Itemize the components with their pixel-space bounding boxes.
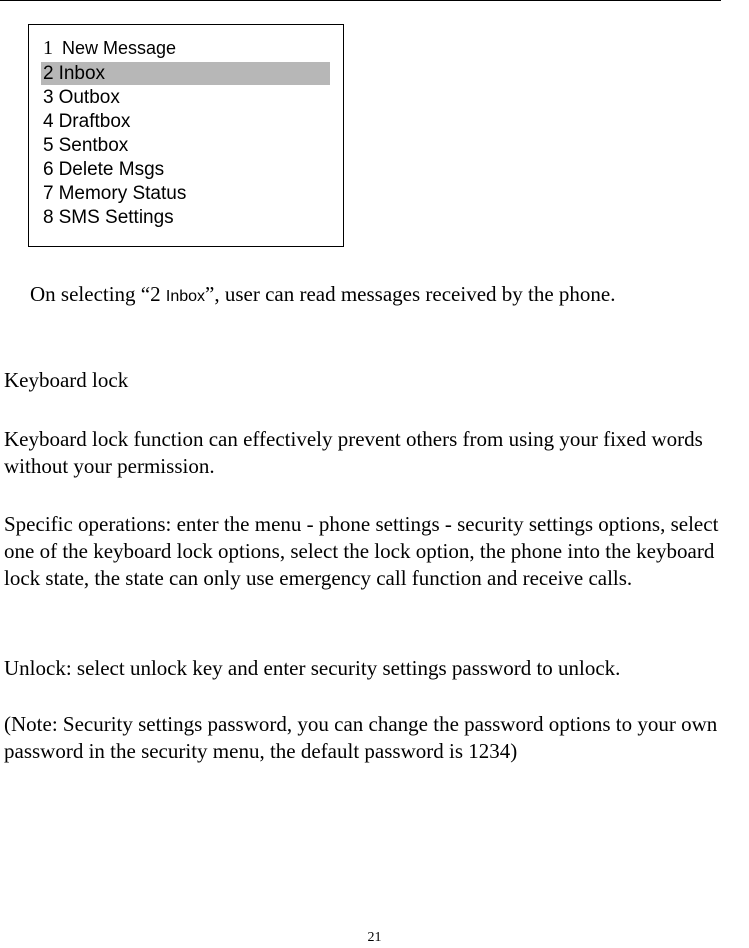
menu-item-number: 2 bbox=[43, 63, 54, 84]
menu-item-delete-msgs[interactable] bbox=[43, 158, 164, 181]
menu-item-number: 1 bbox=[43, 37, 53, 59]
unlock-paragraph: Unlock: select unlock key and enter security settings password to unlock. bbox=[4, 656, 621, 680]
caption-suffix: ”, user can read messages received by the phone. bbox=[205, 282, 616, 306]
page-number: 21 bbox=[367, 930, 382, 945]
menu-item-memory-status[interactable] bbox=[43, 182, 186, 205]
menu-item-number: 4 bbox=[43, 111, 54, 132]
sms-menu-screen bbox=[28, 24, 344, 247]
figure-caption bbox=[30, 282, 616, 307]
caption-prefix: On selecting “2 bbox=[30, 282, 166, 306]
menu-item-draftbox[interactable] bbox=[43, 110, 130, 133]
menu-item-label: Delete Msgs bbox=[58, 159, 165, 180]
note-paragraph: (Note: Security settings password, you can change the password options to your own password in the security menu, the default password is 1234) bbox=[4, 712, 718, 763]
menu-item-sentbox[interactable] bbox=[43, 134, 128, 157]
menu-item-number: 5 bbox=[43, 135, 54, 156]
menu-item-label: Memory Status bbox=[58, 183, 187, 204]
menu-item-sms-settings[interactable] bbox=[43, 206, 174, 229]
menu-item-label: Sentbox bbox=[58, 135, 129, 156]
menu-item-number: 3 bbox=[43, 87, 54, 108]
menu-item-label: SMS Settings bbox=[58, 207, 174, 228]
operations-paragraph: Specific operations: enter the menu - phone settings - security settings options, select one of the keyboard lock options, select the lock option, the phone into the keyboard lock state, the state can only use emergency call function and receive calls. bbox=[4, 512, 719, 590]
menu-item-number: 6 bbox=[43, 159, 54, 180]
caption-item: Inbox bbox=[165, 288, 206, 305]
menu-item-inbox[interactable] bbox=[41, 62, 330, 85]
menu-item-label: New Message bbox=[62, 38, 177, 58]
menu-item-number: 8 bbox=[43, 207, 54, 228]
menu-item-number: 7 bbox=[43, 183, 54, 204]
menu-item-outbox[interactable] bbox=[43, 86, 120, 109]
intro-paragraph: Keyboard lock function can effectively prevent others from using your fixed words without your permission. bbox=[4, 427, 703, 478]
section-heading: Keyboard lock bbox=[4, 368, 129, 392]
menu-item-label: Outbox bbox=[58, 87, 120, 108]
menu-item-label: Draftbox bbox=[58, 111, 131, 132]
top-rule bbox=[0, 0, 721, 1]
menu-item-new-message[interactable] bbox=[43, 37, 176, 60]
menu-item-label: Inbox bbox=[58, 63, 106, 84]
